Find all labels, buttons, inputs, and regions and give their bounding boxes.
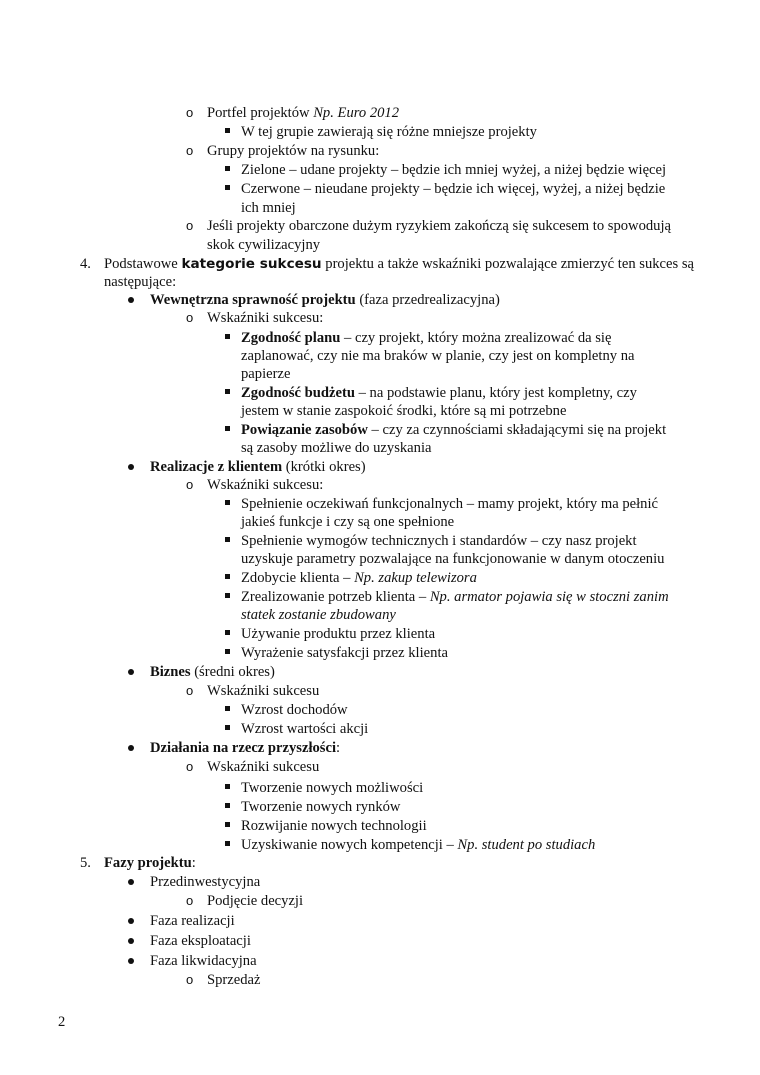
circle-bullet-icon: o (186, 310, 194, 325)
square-bullet-icon (225, 537, 230, 542)
circle-bullet-icon: o (186, 893, 194, 908)
page-number: 2 (58, 1014, 66, 1030)
list-item: Tworzenie nowych rynków (241, 799, 401, 815)
list-item: Powiązanie zasobów – czy za czynnościami składającymi się na projekt (241, 422, 667, 438)
disc-bullet-icon (128, 669, 134, 675)
list-item-continuation: jestem w stanie zaspokoić środki, które są mi potrzebne (241, 403, 567, 419)
list-item: Wzrost wartości akcji (241, 721, 369, 737)
list-item-continuation: następujące: (104, 274, 177, 290)
circle-bullet-icon: o (186, 759, 194, 774)
circle-bullet-icon: o (186, 105, 194, 120)
list-item: Wskaźniki sukcesu (207, 683, 320, 699)
square-bullet-icon (225, 500, 230, 505)
list-item: Wskaźniki sukcesu (207, 759, 320, 775)
list-item: Uzyskiwanie nowych kompetencji – Np. student po studiach (241, 837, 596, 853)
list-item: Rozwijanie nowych technologii (241, 818, 427, 834)
list-item: Faza realizacji (150, 913, 235, 929)
list-item-continuation: papierze (241, 366, 291, 382)
list-item: Biznes (średni okres) (150, 664, 275, 680)
list-item: Realizacje z klientem (krótki okres) (150, 459, 366, 475)
list-item: Portfel projektów Np. Euro 2012 (207, 105, 400, 121)
disc-bullet-icon (128, 879, 134, 885)
list-item: Fazy projektu: (104, 855, 196, 871)
list-item: Wskaźniki sukcesu: (207, 477, 324, 493)
square-bullet-icon (225, 334, 230, 339)
disc-bullet-icon (128, 918, 134, 924)
list-item-continuation: ich mniej (241, 200, 296, 216)
list-item: Podjęcie decyzji (207, 893, 304, 909)
list-item: Używanie produktu przez klienta (241, 626, 436, 642)
list-item-continuation: uzyskuje parametry pozwalające na funkcjonowanie w danym otoczeniu (241, 551, 665, 567)
square-bullet-icon (225, 593, 230, 598)
disc-bullet-icon (128, 464, 134, 470)
square-bullet-icon (225, 803, 230, 808)
list-item: Spełnienie wymogów technicznych i standardów – czy nasz projekt (241, 533, 637, 549)
list-item: Tworzenie nowych możliwości (241, 780, 424, 796)
list-item-continuation: zaplanować, czy nie ma braków w planie, czy jest on kompletny na (241, 348, 635, 364)
square-bullet-icon (225, 128, 230, 133)
list-item: Spełnienie oczekiwań funkcjonalnych – mamy projekt, który ma pełnić (241, 496, 659, 512)
circle-bullet-icon: o (186, 972, 194, 987)
disc-bullet-icon (128, 297, 134, 303)
disc-bullet-icon (128, 958, 134, 964)
square-bullet-icon (225, 166, 230, 171)
list-item-continuation: są zasoby możliwe do uzyskania (241, 440, 432, 456)
list-item: W tej grupie zawierają się różne mniejsze projekty (241, 124, 537, 140)
list-item: Zdobycie klienta – Np. zakup telewizora (241, 570, 477, 586)
list-item: Czerwone – nieudane projekty – będzie ich więcej, wyżej, a niżej będzie (241, 181, 666, 197)
list-item: Sprzedaż (207, 972, 261, 988)
square-bullet-icon (225, 630, 230, 635)
square-bullet-icon (225, 784, 230, 789)
list-item: Wewnętrzna sprawność projektu (faza przedrealizacyjna) (150, 292, 500, 308)
list-item: Działania na rzecz przyszłości: (150, 740, 341, 756)
list-item: Grupy projektów na rysunku: (207, 143, 380, 159)
list-item: Podstawowe kategorie sukcesu projektu a także wskaźniki pozwalające zmierzyć ten sukces są (104, 256, 695, 272)
list-item-continuation: statek zostanie zbudowany (241, 607, 396, 623)
list-item: Zgodność planu – czy projekt, który można zrealizować da się (241, 330, 612, 346)
circle-bullet-icon: o (186, 683, 194, 698)
list-number: 5. (80, 855, 91, 871)
square-bullet-icon (225, 574, 230, 579)
list-item: Zielone – udane projekty – będzie ich mniej wyżej, a niżej będzie więcej (241, 162, 667, 178)
list-item: Wyrażenie satysfakcji przez klienta (241, 645, 448, 661)
list-number: 4. (80, 256, 91, 272)
square-bullet-icon (225, 389, 230, 394)
list-item: Zgodność budżetu – na podstawie planu, który jest kompletny, czy (241, 385, 637, 401)
square-bullet-icon (225, 426, 230, 431)
square-bullet-icon (225, 185, 230, 190)
disc-bullet-icon (128, 938, 134, 944)
list-item: Jeśli projekty obarczone dużym ryzykiem zakończą się sukcesem to spowodują (207, 218, 672, 234)
circle-bullet-icon: o (186, 143, 194, 158)
list-item: Faza eksploatacji (150, 933, 251, 949)
disc-bullet-icon (128, 745, 134, 751)
list-item: Wskaźniki sukcesu: (207, 310, 324, 326)
list-item-continuation: jakieś funkcje i czy są one spełnione (241, 514, 455, 530)
square-bullet-icon (225, 725, 230, 730)
circle-bullet-icon: o (186, 477, 194, 492)
square-bullet-icon (225, 706, 230, 711)
square-bullet-icon (225, 649, 230, 654)
list-item-continuation: skok cywilizacyjny (207, 237, 321, 253)
list-item: Zrealizowanie potrzeb klienta – Np. armator pojawia się w stoczni zanim (241, 589, 669, 605)
list-item: Przedinwestycyjna (150, 874, 261, 890)
circle-bullet-icon: o (186, 218, 194, 233)
square-bullet-icon (225, 841, 230, 846)
square-bullet-icon (225, 822, 230, 827)
list-item: Wzrost dochodów (241, 702, 348, 718)
list-item: Faza likwidacyjna (150, 953, 257, 969)
